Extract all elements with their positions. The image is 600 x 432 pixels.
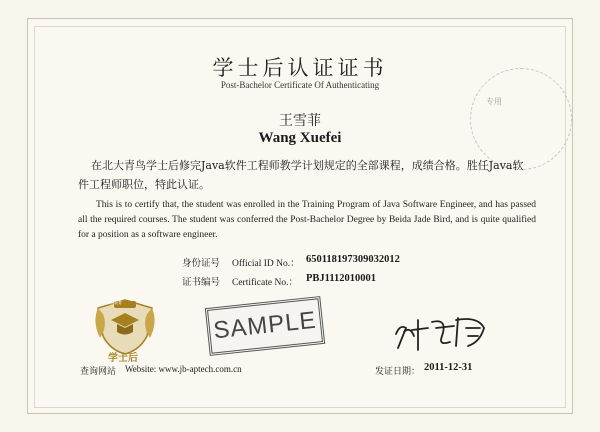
issue-date-label: 发证日期：: [375, 367, 421, 377]
holder-name-en: Wang Xuefei: [258, 130, 342, 146]
official-id-label-en: Official ID No.：: [232, 259, 300, 269]
certificate-no-value: PBJ1112010001: [306, 273, 377, 284]
signature: [388, 306, 508, 356]
official-id-value: 650118197309032012: [306, 254, 400, 265]
certificate-no-label-en: Certificate No.：: [232, 278, 298, 288]
sample-stamp-text: SAMPLE: [212, 306, 318, 345]
statement-en: This is to certify that, the student was enrolled in the Training Program of Java Software Engineer, and has passed all the required courses. The student was conferred the Post-Bachelor Degree by Beida Jade Bird, and is quite qualified for a position as a software engineer.: [78, 200, 536, 240]
statement-cn: 在北大青鸟学士后修完Java软件工程师教学计划规定的全部课程，成绩合格。胜任Java软件工程师职位，特此认证。: [78, 159, 524, 191]
seal-text: 专用: [486, 97, 502, 106]
logo-badge-text: 中国教育: [106, 300, 122, 305]
official-id-label-cn: 身份证号: [182, 258, 221, 269]
website-link[interactable]: Website: www.jb-aptech.com.cn: [125, 364, 242, 374]
logo-caption: 学士后: [108, 353, 138, 364]
certificate-no-label-cn: 证书编号: [182, 277, 221, 288]
issue-date-value: 2011-12-31: [424, 362, 473, 373]
holder-name-cn: 王雪菲: [279, 113, 321, 129]
query-site-label: 查询网站: [80, 367, 117, 377]
certificate-title-en: Post-Bachelor Certificate Of Authenticating: [220, 80, 380, 90]
certificate-title-cn: 学士后认证证书: [212, 56, 388, 80]
